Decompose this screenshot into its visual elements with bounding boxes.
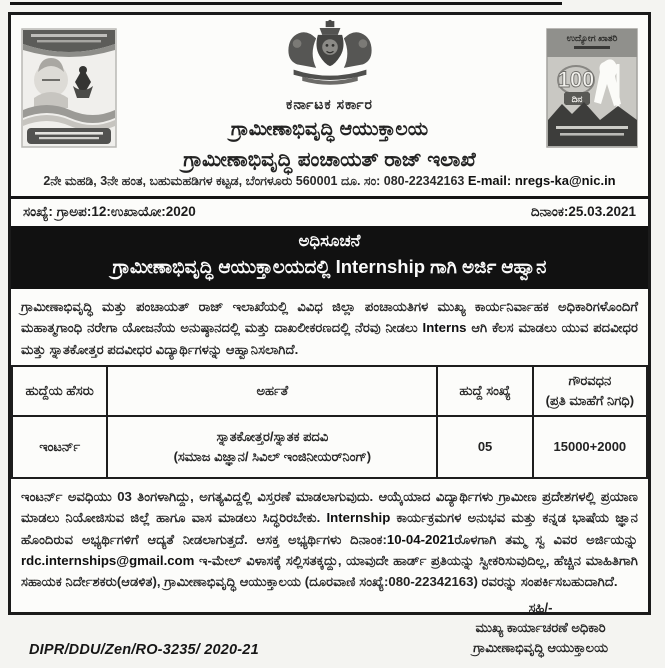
sd-label: ಸಹಿ/- bbox=[528, 599, 553, 615]
intro-paragraph bbox=[11, 289, 648, 365]
banner-subtitle: ಗ್ರಾಮೀಣಾಭಿವೃದ್ಧಿ ಆಯುಕ್ತಾಲಯದಲ್ಲಿ Internship ಗಾಗಿ ಅರ್ಜಿ ಆಹ್ವಾನ bbox=[112, 255, 547, 277]
details-bold-internship: Internship bbox=[326, 510, 391, 526]
details-seg4: ಇ-ಮೇಲ್ ವಿಳಾಸಕ್ಕೆ ಸಲ್ಲಿಸತಕ್ಕದ್ದು, ಯಾವುದೇ ಹಾರ್ಡ್ ಪ್ರತಿಯನ್ನು ಸ್ವೀಕರಿಸುವುದಿಲ್ಲ, ಹೆಚ್ಚಿನ ಮಾಹಿತಿಗಾಗಿ ಸಹಾಯಕ ನಿರ್ದೇಶಕರು(ಆಡಳಿತ), ಗ್ರಾಮೀಣಾಭಿವೃದ್ಧಿ ಆಯುಕ್ತಾಲಯ (ದೂರವಾಣಿ ಸಂಖ್ಯೆ:080-22342163) ರವರನ್ನು ಸಂಪರ್ಕಿಸಬಹುದಾಗಿದೆ. bbox=[21, 553, 638, 590]
address-text: 2ನೇ ಮಹಡಿ, 3ನೇ ಹಂತ, ಬಹುಮಹಡಿಗಳ ಕಟ್ಟಡ, ಬೆಂಗಳೂರು 560001 ದೂ. ಸಂ: 080-22342163 bbox=[43, 174, 468, 188]
karnataka-emblem-icon bbox=[278, 19, 382, 89]
reference-row bbox=[11, 196, 648, 226]
reference-number: ಸಂಖ್ಯೆ: ಗ್ರಾಅಪ:12:ಉಖಾಯೋ:2020 bbox=[23, 204, 196, 219]
reference-date: ದಿನಾಂಕ:25.03.2021 bbox=[530, 204, 636, 219]
employment-logo-title: ಉದ್ಯೋಗ ಖಾತರಿ bbox=[566, 33, 618, 43]
notification-banner bbox=[11, 226, 648, 289]
intro-seg2: ಆಗಿ ಕೆಲಸ ಮಾಡಲು ಯುವ ಪದವೀಧರ ಮತ್ತು ಸ್ನಾತಕೋತ್ತರ ಪದವೀಧರ ವಿದ್ಯಾರ್ಥಿಗಳನ್ನು ಆಹ್ವಾನಿಸಲಾಗಿದೆ. bbox=[21, 320, 638, 357]
cell-post-count: 05 bbox=[437, 416, 532, 478]
header-honorarium-line1: ಗೌರವಧನ bbox=[568, 373, 612, 389]
details-paragraph bbox=[11, 479, 648, 598]
header-post-name: ಹುದ್ದೆಯ ಹೆಸರು bbox=[12, 366, 107, 416]
email-text: E-mail: nregs-ka@nic.in bbox=[467, 173, 616, 188]
header-center-stack bbox=[115, 15, 545, 172]
details-seg2: ಕಾರ್ಯಕ್ರಮಗಳ ಅನುಭವ ಮತ್ತು ಕನ್ನಡ ಭಾಷೆಯ ಜ್ಞಾನ ಹೊಂದಿರುವ ಅಭ್ಯರ್ಥಿಗಳಿಗೆ ಆದ್ಯತೆ ನೀಡಲಾಗುತ್ತದೆ. ಆಸಕ್ತ ಅಭ್ಯರ್ಥಿಗಳು ದಿನಾಂಕ: bbox=[21, 510, 638, 547]
details-seg3: ರೊಳಗಾಗಿ ತಮ್ಮ ಸ್ವ ವಿವರ ಅರ್ಜಿಯನ್ನು bbox=[454, 531, 638, 547]
intro-seg1: ಗ್ರಾಮೀಣಾಭಿವೃದ್ಧಿ ಮತ್ತು ಪಂಚಾಯತ್ ರಾಜ್ ಇಲಾಖೆಯಲ್ಲಿ ವಿವಿಧ ಜಿಲ್ಲಾ ಪಂಚಾಯತಿಗಳ ಮುಖ್ಯ ಕಾರ್ಯನಿರ್ವಾಹಕ ಅಧಿಕಾರಿಗಳೊಂದಿಗೆ ಮಹಾತ್ಮಗಾಂಧಿ ನರೇಗಾ ಯೋಜನೆಯ ಅನುಷ್ಠಾನದಲ್ಲಿ ಮತ್ತು ದಾಖಲೀಕರಣದಲ್ಲಿ ನೆರವು ನೀಡಲು bbox=[21, 298, 638, 336]
notification-document bbox=[8, 12, 651, 659]
details-seg1: ಇಂಟರ್ನ್ ಅವಧಿಯು 03 ತಿಂಗಳಾಗಿದ್ದು, ಅಗತ್ಯವಿದ್ದಲ್ಲಿ ವಿಸ್ತರಣೆ ಮಾಡಲಾಗುವುದು. ಆಯ್ಕೆಯಾದ ವಿದ್ಯಾರ್ಥಿಗಳು ಗ್ರಾಮೀಣ ಪ್ರದೇಶಗಳಲ್ಲಿ ಪ್ರಯಾಣ ಮಾಡಲು ನಿಯೋಜಿಸುವ ಜಿಲ್ಲೆ ಹಾಗೂ ವಾಸ ಮಾಡಲು ಸಿದ್ಧರಿರಬೇಕು. bbox=[21, 488, 638, 526]
banner-title: ಅಧಿಸೂಚನೆ bbox=[298, 232, 361, 250]
officer-title: ಮುಖ್ಯ ಕಾರ್ಯಾಚರಣೆ ಅಧಿಕಾರಿ bbox=[475, 619, 606, 635]
department-subtitle: ಗ್ರಾಮೀಣಾಭಿವೃದ್ಧಿ ಪಂಚಾಯತ್ ರಾಜ್ ಇಲಾಖೆ bbox=[183, 149, 476, 171]
gandhi-mgnrega-logo-icon bbox=[21, 27, 117, 149]
cell-post-name: ಇಂಟರ್ನ್ bbox=[12, 416, 107, 478]
header-post-count: ಹುದ್ದೆ ಸಂಖ್ಯೆ bbox=[437, 366, 532, 416]
document-header bbox=[11, 15, 648, 171]
government-title: ಕರ್ನಾಟಕ ಸರ್ಕಾರ bbox=[286, 96, 373, 112]
cell-qualification-line2: (ಸಮಾಜ ವಿಜ್ಞಾನ/ ಸಿವಿಲ್ ಇಂಜಿನೀಯರ್‌ನಿಂಗ್) bbox=[173, 448, 372, 464]
officer-department: ಗ್ರಾಮೀಣಾಭಿವೃದ್ಧಿ ಆಯುಕ್ತಾಲಯ bbox=[473, 640, 608, 656]
table-row bbox=[12, 416, 647, 478]
cell-qualification-line1: ಸ್ನಾತಕೋತ್ತರ/ಸ್ನಾತಕ ಪದವಿ bbox=[216, 429, 329, 445]
header-honorarium bbox=[533, 366, 647, 416]
posts-table bbox=[11, 365, 648, 479]
cell-qualification bbox=[107, 416, 437, 478]
details-bold-deadline: 10-04-2021 bbox=[386, 531, 455, 547]
employment-logo-din: ದಿನ bbox=[571, 94, 583, 104]
print-reference: DIPR/DDU/Zen/RO-3235/ 2020-21 bbox=[29, 642, 259, 659]
employment-logo-100: 100 bbox=[557, 67, 595, 92]
scan-top-edge-line bbox=[10, 2, 562, 5]
details-bold-email: rdc.internships@gmail.com bbox=[21, 553, 195, 569]
cell-honorarium: 15000+2000 bbox=[533, 416, 647, 478]
department-title: ಗ್ರಾಮೀಣಾಭಿವೃದ್ಧಿ ಆಯುಕ್ತಾಲಯ bbox=[230, 119, 429, 140]
employment-guarantee-logo-icon bbox=[546, 27, 638, 149]
signature-block bbox=[473, 598, 608, 658]
header-qualification: ಅರ್ಹತೆ bbox=[107, 366, 437, 416]
intro-bold-interns: Interns bbox=[422, 320, 467, 336]
table-header-row bbox=[12, 366, 647, 416]
document-footer bbox=[11, 598, 648, 668]
header-honorarium-line2: (ಪ್ರತಿ ಮಾಹೆಗೆ ನಿಗಧಿ) bbox=[545, 392, 635, 408]
